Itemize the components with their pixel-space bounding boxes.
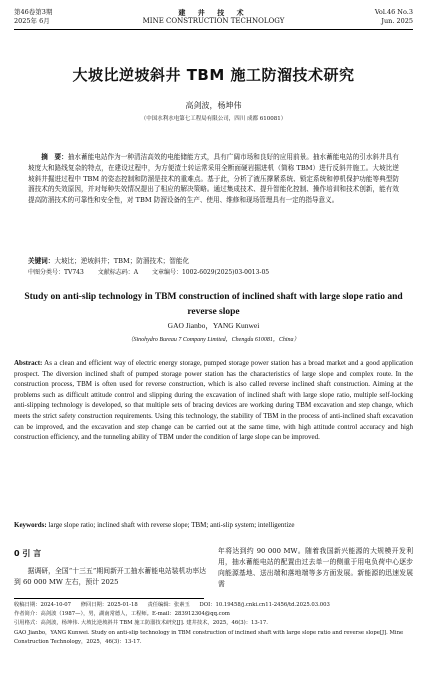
abstract-en-text: As a clean and efficient way of electric energy storage, pumped storage power station has a broad market and a good application prospect. The diversion inclined shaft of pumped storage power station has the characteristics of large slope and complex route. In the construction process, TBM is often used for reverse construction, which is also called reverse inclined shaft construction. Aiming at the problems such as difficult attitude control and slipping during the excavation of inclined shaft with large slope ratio, multiple self-locking anti-slipping technology is developed, so that multiple sets of bracing devices are working during TBM excavation and step change, which meets the strict safety construction requirements. Using this technology, the stability of TBM in the process of anti-inclined shaft excavation can be improved, and the excavation and step change can be carried out at the same time, with high attitude control accuracy and high construction efficiency, and the tunneling ability of TBM under the condition of large slope can be improved.	[14, 359, 413, 442]
issue-info-right	[375, 8, 413, 26]
affiliation-en: （Sinohydro Bureau 7 Company Limited，Chengdu 610081，China）	[127, 337, 300, 343]
volume-issue-cn: 第46卷第3期	[14, 8, 53, 16]
intro-paragraph-left: 据调研，全国“十三五”期间新开工抽水蓄能电站装机功率达到 60 000 MW 左右，预计 2025	[14, 567, 206, 586]
journal-name-en: MINE CONSTRUCTION TECHNOLOGY	[142, 17, 285, 25]
intro-paragraph-right: 年将达到约 90 000 MW。随着我国新兴能源的大规模开发利用，抽水蓄能电站的配置由过去单一的侧重于用电负荷中心逐步向能源基地、送出端和落地端等多方面发展。新能源的迅速发展需	[218, 547, 413, 588]
keywords-cn-label: 关键词：	[28, 257, 55, 265]
responsible-editor: 责任编辑：张素玉	[147, 602, 190, 608]
footnotes	[14, 601, 415, 647]
paper-title-en: Study on anti-slip technology in TBM construction of inclined shaft with large slope ratio and reverse slope	[24, 292, 403, 317]
journal-name	[14, 8, 413, 26]
article-number: 文章编号：1002-6029(2025)03-0013-05	[151, 269, 270, 276]
keywords-cn	[28, 256, 399, 266]
authors-cn: 高剑波，杨坤伟	[185, 101, 242, 110]
keywords-cn-text: 大坡比；逆坡斜井；TBM；防溜技术；智能化	[54, 257, 190, 265]
date-cn: 2025年 6月	[14, 17, 50, 25]
abstract-cn-label: 摘 要：	[41, 153, 68, 161]
abstract-cn	[28, 152, 399, 206]
classification-line	[28, 268, 399, 278]
section-heading-introduction: 0 引 言	[14, 549, 42, 558]
abstract-cn-text: 抽水蓄能电站作为一种清洁高效的电能储能方式，具有广阔市场和良好的应用前景。抽水蓄能电站的引水斜井具有坡度大和路线复杂的特点，在建设过程中，为方便渣土转运常采用全断面硬岩掘进机（简称 TBM）进行反斜井施工。大坡比逆坡斜井掘进过程中 TBM 的姿态控制和防溜是技术的重难点。基于此，分析了液压撑紧系统、锁定系统和停机保护功能等典型防溜技术的失效原因，并对每种失效情况提出了相应的解决策略。通过集成技术、提升智能化控制、操作培训和技术创新，能有效提高防溜技术的可靠性和安全性，对 TBM 防溜设备的生产、使用、维修和现场管理具有一定的指导意义。	[28, 153, 400, 205]
authors-en: GAO Jianbo，YANG Kunwei	[167, 321, 260, 330]
volume-issue-en: Vol.46 No.3	[374, 8, 413, 16]
abstract-en-label: Abstract:	[14, 359, 43, 367]
doi: DOI：10.19458/j.cnki.cn11-2456/td.2025.03.003	[199, 602, 330, 608]
journal-name-cn: 建 井 技 术	[178, 8, 249, 17]
revised-date: 修回日期：2025-01-18	[80, 602, 138, 608]
author-bio: 作者简介：高剑波（1987—），男，湖南常德人，工程师。E-mail：283912304@qq.com	[14, 611, 230, 618]
citation-cn: 引用格式：高剑波，杨坤伟. 大坡比逆坡斜井 TBM 施工防溜技术研究[J]. 建井技术，2025，46(3)：13-17.	[14, 620, 268, 627]
header-rule	[14, 29, 413, 30]
document-code: 文献标志码：A	[97, 269, 139, 276]
keywords-en-label: Keywords:	[14, 521, 47, 529]
affiliation-cn: （中国水利水电第七工程局有限公司，四川 成都 610081）	[140, 116, 287, 122]
citation-en: GAO Jianbo，YANG Kunwei. Study on anti-slip technology in TBM construction of inclined shaft with large slope ratio and reverse slope[J]. Mine Construction Technology，2025，46(3)：13-17.	[14, 629, 404, 645]
date-en: Jun. 2025	[381, 17, 413, 25]
keywords-en	[14, 520, 413, 530]
footnote-rule	[14, 598, 204, 599]
clc-number: 中图分类号：TV743	[28, 269, 84, 276]
abstract-en	[14, 358, 413, 443]
keywords-en-text: large slope ratio; inclined shaft with reverse slope; TBM; anti-slip system; intelligentize	[46, 521, 295, 529]
running-header	[14, 8, 413, 34]
paper-title-cn: 大坡比逆坡斜井 TBM 施工防溜技术研究	[72, 66, 355, 84]
footnote-dates	[14, 601, 415, 610]
received-date: 收稿日期：2024-10-07	[14, 602, 72, 608]
